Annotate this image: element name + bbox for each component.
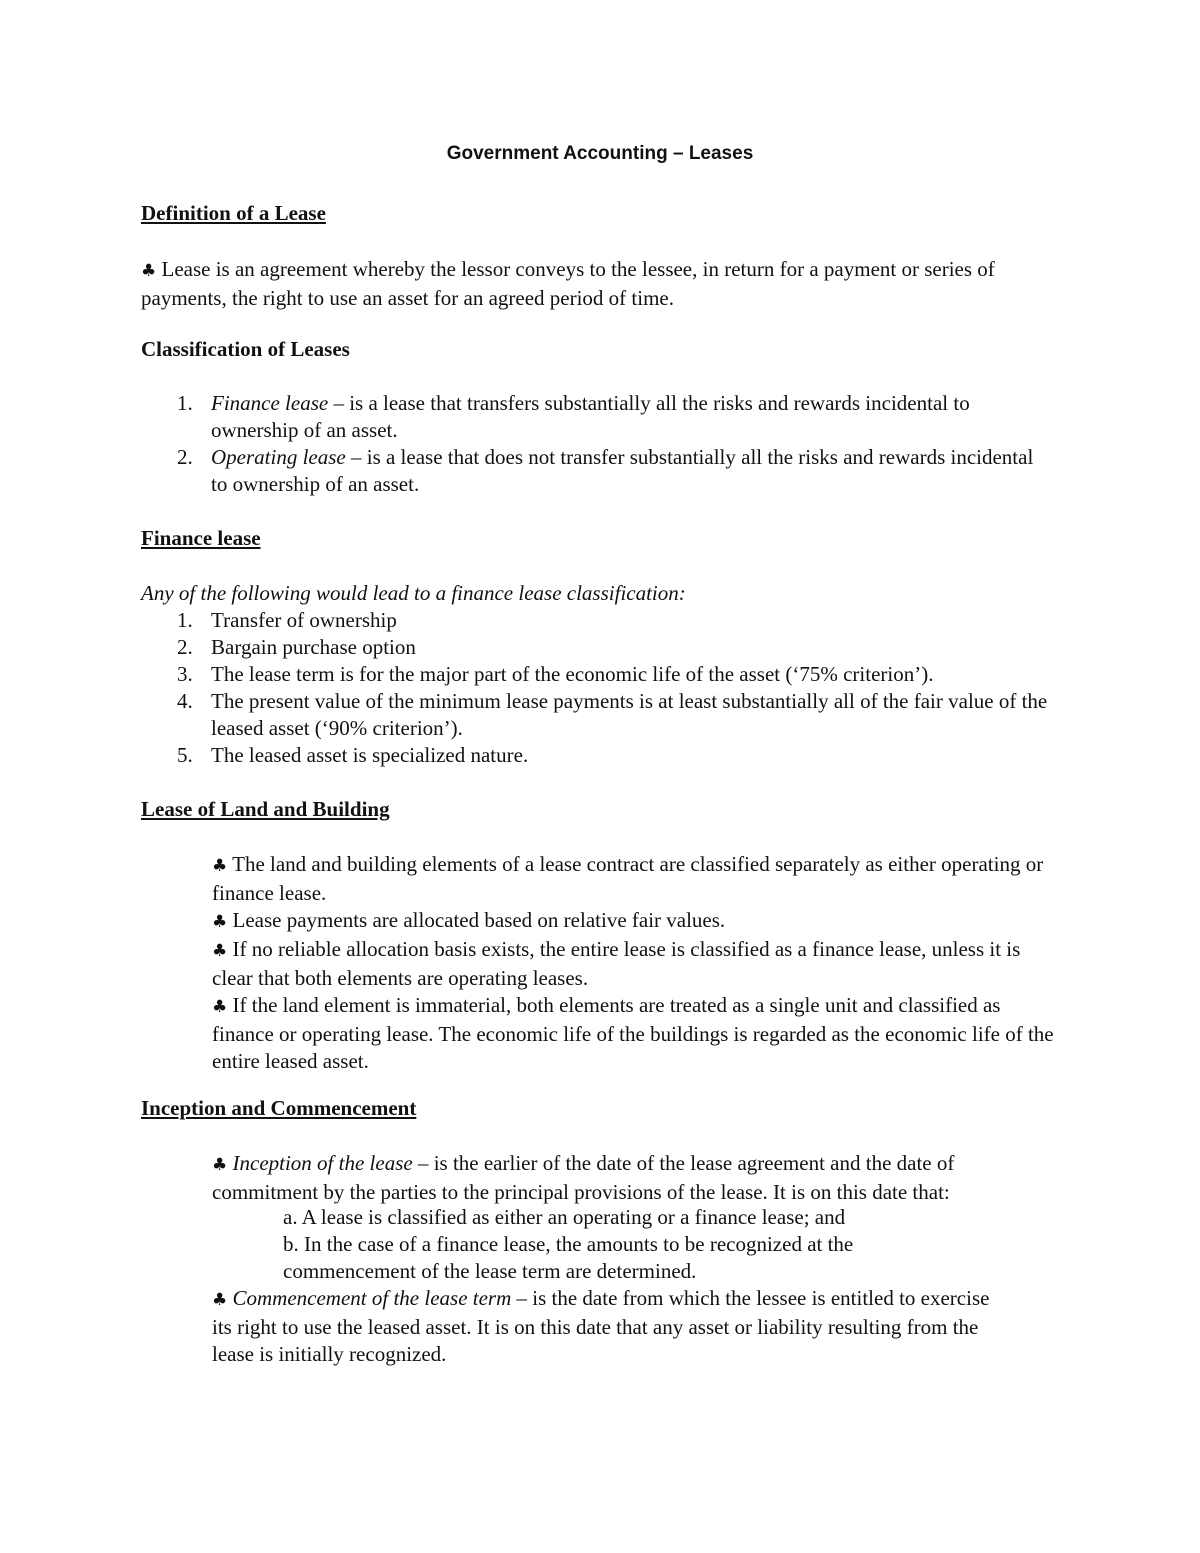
club-bullet-icon: ♣ <box>212 856 228 876</box>
heading-classification: Classification of Leases <box>141 337 350 361</box>
heading-land-building: Lease of Land and Building <box>141 797 390 821</box>
list-text: is a lease that does not transfer substantially all the risks and rewards incidental to ownership of an asset. <box>211 445 1034 496</box>
list-item <box>141 742 1051 769</box>
list-text: Transfer of ownership <box>211 608 397 632</box>
list-item <box>141 661 1051 688</box>
bullet-item <box>212 907 1057 936</box>
inception-sub-a: a. A lease is classified as either an operating or a finance lease; and <box>283 1205 846 1229</box>
bullet-item <box>212 851 1057 907</box>
club-bullet-icon: ♣ <box>212 1155 228 1175</box>
list-text: The lease term is for the major part of the economic life of the asset (‘75% criterion’). <box>211 662 934 686</box>
definition-paragraph <box>141 256 1041 312</box>
inception-sub-b: b. In the case of a finance lease, the amounts to be recognized at the commencement of the lease term are determined. <box>283 1232 854 1283</box>
club-bullet-icon: ♣ <box>212 941 228 961</box>
definition-text: Lease is an agreement whereby the lessor conveys to the lessee, in return for a payment or series of payments, the right to use an asset for an agreed period of time. <box>141 257 995 310</box>
list-number: 4. <box>177 689 193 713</box>
list-text: The leased asset is specialized nature. <box>211 743 529 767</box>
list-item <box>141 688 1051 742</box>
list-text: Bargain purchase option <box>211 635 416 659</box>
finance-lease-intro <box>141 580 1041 607</box>
inception-term: Inception of the lease <box>232 1151 413 1175</box>
list-item <box>141 607 1051 634</box>
bullet-item <box>212 992 1057 1075</box>
list-number: 5. <box>177 743 193 767</box>
inception-text: is the earlier of the date of the lease agreement and the date of commitment by the parties to the principal provisions of the lease. It is on this date that: <box>212 1151 955 1204</box>
commencement-text: is the date from which the lessee is entitled to exercise its right to use the leased asset. It is on this date that any asset or liability resulting from the lease is initially recognized. <box>212 1286 990 1366</box>
heading-inception: Inception and Commencement <box>141 1096 417 1120</box>
commencement-paragraph <box>212 1285 1012 1368</box>
bullet-text: If no reliable allocation basis exists, the entire lease is classified as a finance lease, unless it is clear that both elements are operating leases. <box>212 937 1021 990</box>
list-item <box>141 390 1051 444</box>
document-title: Government Accounting – Leases <box>446 143 754 164</box>
list-text: The present value of the minimum lease payments is at least substantially all of the fair value of the leased asset (‘90% criterion’). <box>211 689 1048 740</box>
club-bullet-icon: ♣ <box>212 912 228 932</box>
commencement-separator: – <box>511 1286 533 1310</box>
bullet-item <box>212 936 1057 992</box>
list-separator: – <box>345 445 367 469</box>
list-number: 3. <box>177 662 193 686</box>
list-term: Operating lease <box>211 445 346 469</box>
bullet-text: The land and building elements of a lease contract are classified separately as either operating or finance lease. <box>212 852 1044 905</box>
list-number: 2. <box>177 445 193 469</box>
list-item <box>141 634 1051 661</box>
club-bullet-icon: ♣ <box>212 997 228 1017</box>
list-term: Finance lease <box>211 391 329 415</box>
heading-finance-lease: Finance lease <box>141 526 261 550</box>
list-text: is a lease that transfers substantially all the risks and rewards incidental to ownership of an asset. <box>211 391 970 442</box>
club-bullet-icon: ♣ <box>212 1290 228 1310</box>
finance-lease-criteria-list <box>141 607 1051 769</box>
classification-list <box>141 390 1051 498</box>
list-number: 2. <box>177 635 193 659</box>
land-building-bullets <box>212 851 1057 1075</box>
list-number: 1. <box>177 391 193 415</box>
bullet-text: If the land element is immaterial, both elements are treated as a single unit and classified as finance or operating lease. The economic life of the buildings is regarded as the economic life of the entire leased asset. <box>212 993 1054 1073</box>
inception-separator: – <box>412 1151 434 1175</box>
list-separator: – <box>328 391 350 415</box>
club-bullet-icon: ♣ <box>141 261 157 281</box>
heading-definition: Definition of a Lease <box>141 201 326 225</box>
finance-lease-intro-text: Any of the following would lead to a finance lease classification: <box>141 581 686 605</box>
inception-paragraph <box>212 1150 1057 1206</box>
list-number: 1. <box>177 608 193 632</box>
list-item <box>141 444 1051 498</box>
commencement-term: Commencement of the lease term <box>232 1286 512 1310</box>
bullet-text: Lease payments are allocated based on relative fair values. <box>232 908 726 932</box>
